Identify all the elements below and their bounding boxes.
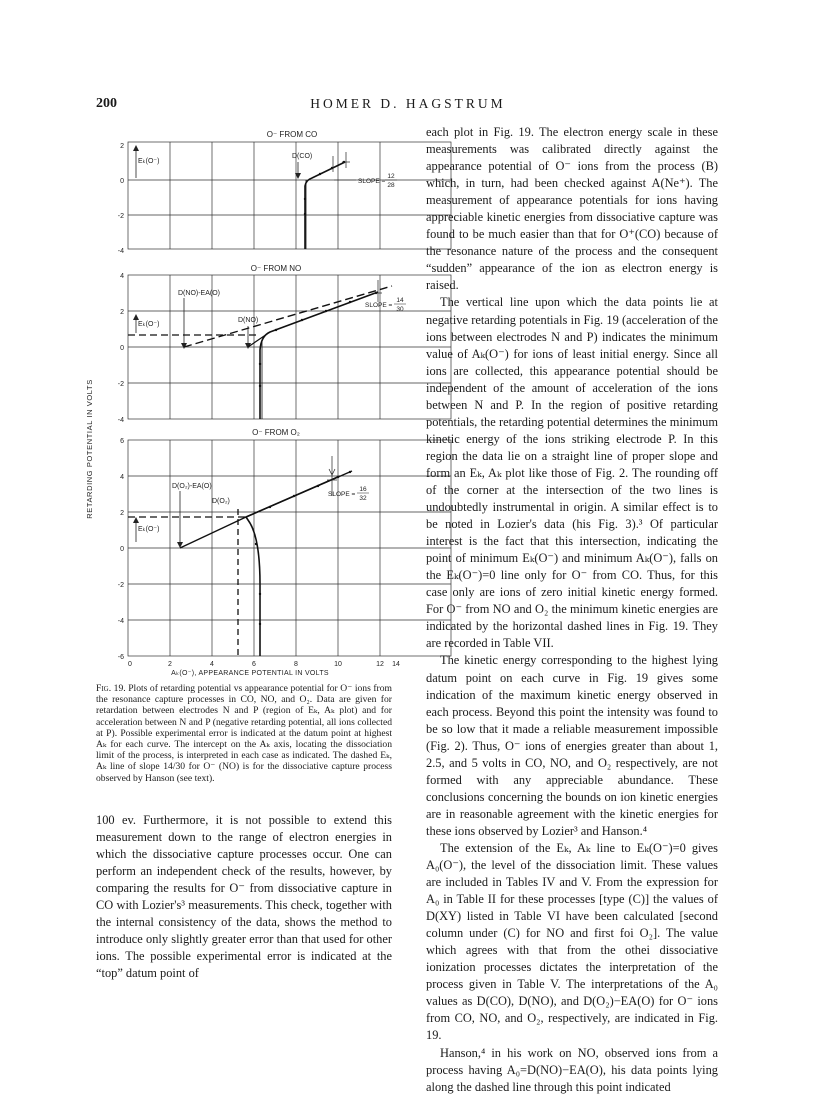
- paragraph: The extension of the Eₖ, Aₖ line to Eₖ(O⁻)=0 gives A₀(O⁻), the level of the dissociation limit. These values are included in Tables IV and V. From the expression for A₀ in Table II for these processes [type (C)] the values of D(XY) listed in Table VI have been calculated [second column under (C) for NO and first foi O₂]. The value which agrees with that from the othei dissociative ionization processes dictates the interpretation of the process given in Table V. The interpretations of the A₀ values as D(CO), D(NO), and D(O₂)−EA(O) for O⁻ ions from CO, NO, and O₂, respectively, are indicated in Fig. 19.: [426, 840, 718, 1043]
- figure-svg: [80, 124, 404, 677]
- y-tick: 6: [120, 438, 124, 445]
- y-tick: 0: [120, 345, 124, 352]
- arrowhead: [133, 145, 139, 151]
- caption-label: Fig. 19.: [96, 683, 126, 694]
- paragraph: 100 ev. Furthermore, it is not possible to extend this measurement down to the range of electron energies in which the dissociative capture processes occur. One can perform an independent check of the results, however, by comparing the results for O⁻ from dissociative capture in CO with Lozier's³ measurements. This check, together with the internal consistency of the data, shows the method to introduce only slightly greater error than that used for other ions. The possible experimental error is indicated at the “top” datum point of: [96, 813, 392, 981]
- panel-o2: [118, 428, 451, 661]
- x-tick: 0: [128, 661, 132, 668]
- grid-o2: [128, 440, 451, 656]
- y-tick: 4: [120, 273, 124, 280]
- x-tick: 14: [392, 661, 400, 668]
- paragraph: Hanson,⁴ in his work on NO, observed ions from a process having A₀=D(NO)−EA(O), his data points lying along the dashed line through this point indicated: [426, 1045, 718, 1094]
- x-tick: 6: [252, 661, 256, 668]
- paragraph: each plot in Fig. 19. The electron energy scale in these measurements was calibrated directly against the appearance potential of O⁻ ions from the process (B) which, in turn, had been checked against A(Ne⁺). The measurement of appearance potentials for ions having appreciable kinetic energies from dissociative capture was found to be much easier than that for O⁺(CO) because of the resonance nature of the process and the consequent “sudden” appearance of the ion as electron energy is raised.: [426, 125, 718, 293]
- data-curve-o2: [246, 476, 340, 656]
- slope-num-co: 12: [387, 173, 395, 180]
- label-ek-o2: Eₖ(O⁻): [138, 526, 160, 533]
- extension-line-no: [248, 332, 270, 347]
- y-ticks-co: [118, 143, 124, 255]
- arrowhead: [133, 314, 139, 320]
- arrowhead: [133, 517, 139, 523]
- label-dno-ea: D(NO)-EA(O): [178, 290, 220, 297]
- grid-co: [128, 142, 451, 249]
- y-tick: 0: [120, 178, 124, 185]
- x-tick: 12: [376, 661, 384, 668]
- y-tick: -6: [117, 654, 124, 661]
- panel-no: [118, 264, 451, 424]
- label-dco: D(CO): [292, 153, 313, 160]
- right-column-body: [426, 124, 718, 1096]
- label-dno: D(NO): [238, 317, 259, 324]
- slope-den-o2: 32: [359, 495, 367, 502]
- label-ek-no: Eₖ(O⁻): [138, 321, 160, 328]
- slope-den-no: 30: [396, 306, 404, 313]
- figure-caption: [96, 683, 392, 784]
- paragraph: The kinetic energy corresponding to the highest lying datum point on each curve in Fig. 19 gives some indication of the maximum kinetic energy observed in each process. Beyond this point the intensity was found to be so low that it made a reliable measurement impossible (Fig. 2). Thus, O⁻ ions of energies greater than about 1, 2.5, and 5 volts in CO, NO, and O₂ respectively, are not formed with any appreciable abundance. These conclusions concerning the bounds on ion kinetic energies are in reasonable agreement with the kinetic energies for these ions observed by Lozier³ and Hanson.⁴: [426, 653, 718, 838]
- label-ek-co: Eₖ(O⁻): [138, 158, 160, 165]
- page-number: 200: [96, 96, 117, 111]
- left-column-body: [96, 812, 392, 982]
- y-tick: -4: [117, 618, 124, 625]
- x-tick: 2: [168, 661, 172, 668]
- label-do2-ea: D(O₂)-EA(O): [172, 483, 212, 490]
- x-tick: 8: [294, 661, 298, 668]
- paragraph: The vertical line upon which the data points lie at negative retarding potentials in Fig. 19 (acceleration of the ions between electrodes N and P) indicates the minimum value of Aₖ(O⁻) for ions of least initial energy. Since all ions are collected, this appearance potential should be independent of the amount of acceleration of the ions between N and P. In the region of positive retarding potentials, the retarding potential determines the minimum kinetic energy of the ions striking electrode P. In this region the data lie on a straight line of proper slope and form an Eₖ, Aₖ plot like those of Fig. 2. The rounding off of the corner at the intersection of the two lines is undoubtedly instrumental in origin. A similar effect is to be noted in Lozier's data (his Fig. 3).³ Of particular interest is the fact that this intersection, indicating the point of minimum Eₖ(O⁻) and minimum Aₖ(O⁻), falls on the Eₖ(O⁻)=0 line only for O⁻ from CO. Thus, for this case only are ions of zero initial kinetic energy formed. For O⁻ from NO and O₂ the minimum kinetic energies are indicated by the horizontal dashed lines in Fig. 19. They are recorded in Table VII.: [426, 295, 718, 651]
- extension-line-o2: [180, 517, 246, 548]
- panel-co: [118, 130, 451, 255]
- slope-num-no: 14: [396, 297, 404, 304]
- data-points-no: [259, 292, 377, 387]
- label-do2: D(O₂): [212, 498, 230, 505]
- x-tick: 10: [334, 661, 342, 668]
- page-header: [96, 96, 720, 116]
- y-ticks-no: [118, 273, 124, 424]
- slope-label-no: SLOPE =: [365, 302, 393, 309]
- x-axis-label: Aₖ(O⁻), APPEARANCE POTENTIAL IN VOLTS: [171, 670, 329, 677]
- slope-label-o2: SLOPE =: [328, 491, 356, 498]
- y-tick: -2: [117, 381, 124, 388]
- figure-19: [80, 124, 404, 681]
- y-tick: 2: [120, 143, 124, 150]
- caption-text: Plots of retarding potential vs appearance potential for O⁻ ions from the resonance capture processes in CO, NO, and O₂. Data are given for retardation between electrodes N and P (region of Eₖ, Aₖ plot) and for acceleration between N and P (negative retarding potential, all ions collected at P). Possible experimental error is indicated at the datum point at highest Aₖ for each curve. The intercept on the Aₖ axis, locating the dissociation limit of the process, is interpreted in each case as indicated. The dashed Eₖ, Aₖ line of slope 14/30 for O⁻ (NO) is for the dissociative capture process observed by Hanson (see text).: [96, 683, 392, 784]
- x-tick: 4: [210, 661, 214, 668]
- slope-den-co: 28: [387, 182, 395, 189]
- panel-title-no: O⁻ FROM NO: [250, 264, 302, 273]
- y-ticks-o2: [118, 438, 124, 661]
- panel-title-co: O⁻ FROM CO: [266, 130, 318, 139]
- y-tick: 0: [120, 546, 124, 553]
- y-axis-label: RETARDING POTENTIAL IN VOLTS: [85, 379, 94, 519]
- y-tick: 2: [120, 510, 124, 517]
- y-tick: 2: [120, 309, 124, 316]
- data-points-co: [304, 161, 345, 215]
- running-head: HOMER D. HAGSTRUM: [310, 96, 506, 111]
- y-tick: 4: [120, 474, 124, 481]
- y-tick: -2: [117, 582, 124, 589]
- slope-label-co: SLOPE =: [358, 178, 386, 185]
- y-tick: -4: [117, 248, 124, 255]
- slope-num-o2: 16: [359, 486, 367, 493]
- x-ticks: [128, 661, 400, 668]
- y-tick: -2: [117, 213, 124, 220]
- data-curve-co: [305, 162, 345, 249]
- panel-title-o2: O⁻ FROM O₂: [252, 428, 300, 437]
- y-tick: -4: [117, 417, 124, 424]
